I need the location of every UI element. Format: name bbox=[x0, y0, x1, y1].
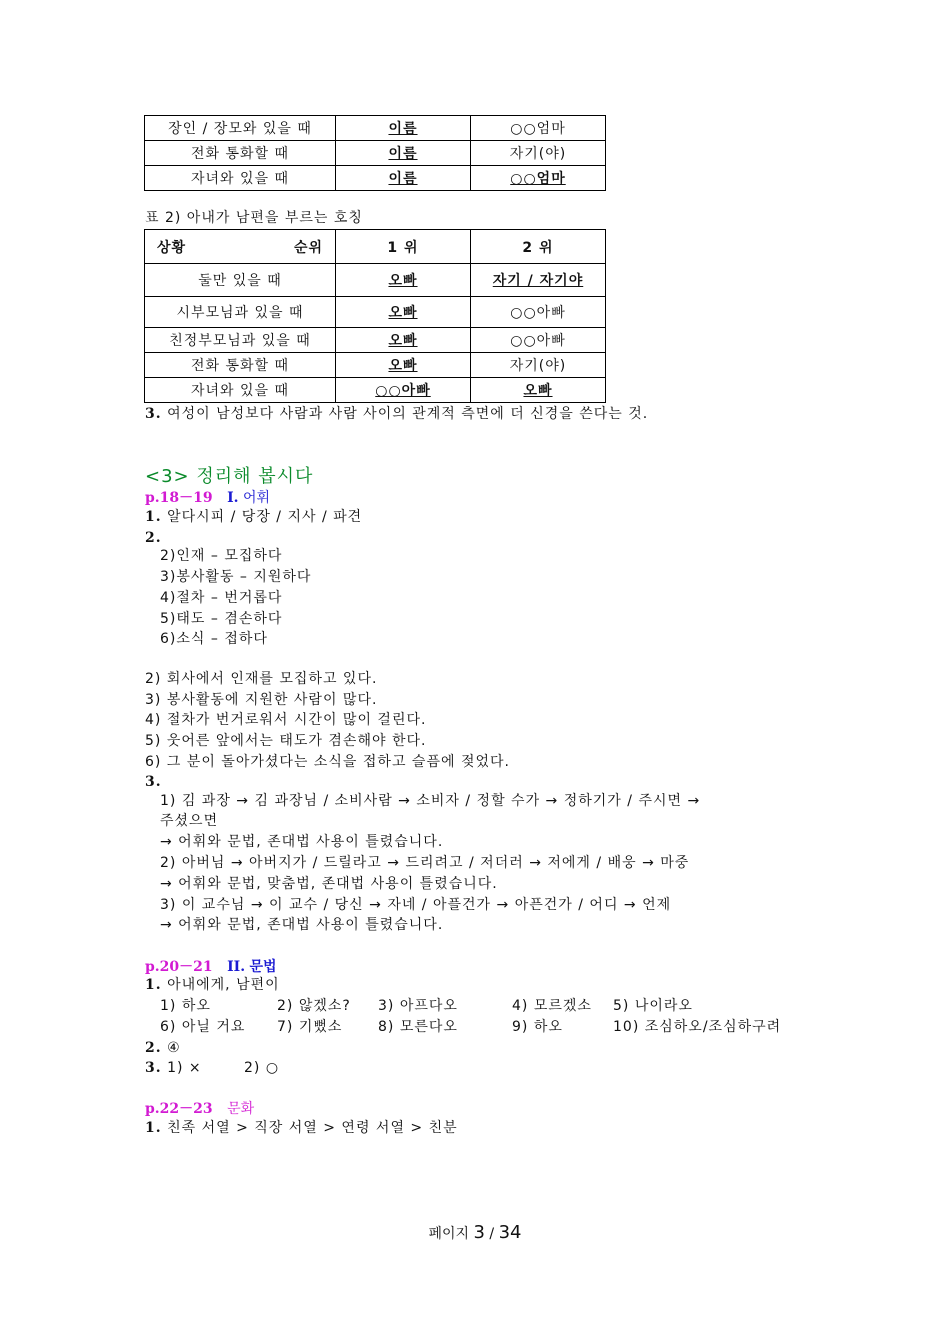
page-footer bbox=[0, 1222, 950, 1243]
header-second: 2 위 bbox=[471, 230, 606, 264]
culture-q1 bbox=[145, 1119, 458, 1137]
grammar-q1-number: 1. bbox=[145, 977, 162, 993]
vocab-q3-line: → 어휘와 문법, 존대법 사용이 틀렸습니다. bbox=[160, 917, 444, 933]
grammar-q3 bbox=[145, 1059, 202, 1077]
grammar-answer: 7) 기뻤소 bbox=[277, 1019, 343, 1035]
table-row bbox=[145, 353, 606, 378]
vocab-pair: 3)봉사활동 – 지원하다 bbox=[160, 569, 312, 585]
footer-current-page: 3 bbox=[473, 1222, 485, 1243]
table-row bbox=[145, 328, 606, 353]
table-cell: 전화 통화할 때 bbox=[145, 353, 336, 378]
vocab-q3-line: → 어휘와 문법, 존대법 사용이 틀렸습니다. bbox=[160, 834, 444, 850]
table-cell: 오빠 bbox=[336, 353, 471, 378]
table-cell: 이름 bbox=[336, 141, 471, 166]
grammar-roman: II. bbox=[227, 959, 246, 975]
table-cell: 자기 / 자기야 bbox=[471, 264, 606, 297]
grammar-answer: 3) 아프다오 bbox=[378, 998, 458, 1014]
table-cell: 오빠 bbox=[336, 264, 471, 297]
vocab-q3-line: 1) 김 과장 → 김 과장님 / 소비사람 → 소비자 / 정할 수가 → 정하기가 / 주시면 → bbox=[160, 793, 701, 809]
table-cell: ○○아빠 bbox=[471, 328, 606, 353]
vocab-q3 bbox=[145, 773, 162, 791]
grammar-answer: 9) 하오 bbox=[512, 1019, 563, 1035]
vocab-pair: 2)인재 – 모집하다 bbox=[160, 548, 283, 564]
header-situation-rank bbox=[145, 230, 336, 264]
culture-page-ref: p.22－23 bbox=[145, 1101, 213, 1117]
table-row bbox=[145, 378, 606, 403]
vocab-q3-line: 2) 아버님 → 아버지가 / 드릴라고 → 드리려고 / 저더러 → 저에게 / 배웅 → 마중 bbox=[160, 855, 690, 871]
vocab-q1-number: 1. bbox=[145, 509, 162, 525]
vocab-sentence: 3) 봉사활동에 지원한 사람이 많다. bbox=[145, 692, 378, 708]
grammar-answer: 8) 모른다오 bbox=[378, 1019, 458, 1035]
table-row bbox=[145, 297, 606, 328]
section-title: <3> 정리해 봅시다 bbox=[145, 466, 314, 487]
note-3-number: 3. bbox=[145, 406, 162, 422]
vocab-page-ref: p.18－19 bbox=[145, 490, 213, 506]
table-1 bbox=[144, 115, 606, 191]
vocab-q3-line: 3) 이 교수님 → 이 교수 / 당신 → 자네 / 아플건가 → 아픈건가 / 어디 → 언제 bbox=[160, 897, 672, 913]
note-3 bbox=[145, 405, 648, 423]
vocab-q3-number: 3. bbox=[145, 774, 162, 790]
table-cell: 장인 / 장모와 있을 때 bbox=[145, 116, 336, 141]
grammar-q3-number: 3. bbox=[145, 1060, 162, 1076]
header-first: 1 위 bbox=[336, 230, 471, 264]
table-row bbox=[145, 116, 606, 141]
grammar-answer: 2) 않겠소? bbox=[277, 998, 351, 1014]
grammar-title: 문법 bbox=[249, 959, 277, 975]
grammar-q1 bbox=[145, 976, 280, 994]
grammar-heading bbox=[145, 956, 277, 976]
table-cell: 이름 bbox=[336, 116, 471, 141]
table-cell: 시부모님과 있을 때 bbox=[145, 297, 336, 328]
grammar-answer: 1) 하오 bbox=[160, 998, 211, 1014]
grammar-q3-answer-1: 1) × bbox=[167, 1060, 202, 1076]
header-rank: 순위 bbox=[293, 239, 323, 256]
table-cell: 오빠 bbox=[336, 328, 471, 353]
footer-label: 페이지 bbox=[428, 1226, 470, 1242]
grammar-answer: 4) 모르겠소 bbox=[512, 998, 592, 1014]
grammar-answer: 5) 나이라오 bbox=[613, 998, 693, 1014]
vocab-pair: 4)절차 – 번거롭다 bbox=[160, 590, 283, 606]
table-2 bbox=[144, 229, 606, 403]
table-cell: ○○아빠 bbox=[336, 378, 471, 403]
grammar-q2-number: 2. bbox=[145, 1040, 162, 1056]
vocab-q3-line: 주셨으면 bbox=[160, 813, 219, 829]
table-cell: 친정부모님과 있을 때 bbox=[145, 328, 336, 353]
table-cell: ○○아빠 bbox=[471, 297, 606, 328]
table-cell: 자기(야) bbox=[471, 353, 606, 378]
table-cell: 이름 bbox=[336, 166, 471, 191]
vocab-title: 어휘 bbox=[242, 490, 271, 506]
vocab-roman: I. bbox=[227, 490, 239, 506]
table-cell: 자기(야) bbox=[471, 141, 606, 166]
table-row bbox=[145, 264, 606, 297]
table-cell: ○○엄마 bbox=[471, 166, 606, 191]
grammar-q2-answer: ④ bbox=[167, 1040, 181, 1056]
table-cell: 자녀와 있을 때 bbox=[145, 378, 336, 403]
vocab-pair: 6)소식 – 접하다 bbox=[160, 631, 268, 647]
table-cell: 오빠 bbox=[471, 378, 606, 403]
vocab-q2 bbox=[145, 529, 162, 547]
vocab-sentence: 5) 웃어른 앞에서는 태도가 겸손해야 한다. bbox=[145, 733, 427, 749]
vocab-sentence: 4) 절차가 번거로워서 시간이 많이 걸린다. bbox=[145, 712, 427, 728]
footer-total-pages: 34 bbox=[498, 1222, 522, 1243]
table-row bbox=[145, 166, 606, 191]
vocab-q2-number: 2. bbox=[145, 530, 162, 546]
table-2-caption: 표 2) 아내가 남편을 부르는 호칭 bbox=[145, 210, 363, 226]
vocab-sentence: 2) 회사에서 인재를 모집하고 있다. bbox=[145, 671, 378, 687]
culture-title: 문화 bbox=[227, 1101, 255, 1117]
grammar-q3-answer-2: 2) ○ bbox=[244, 1060, 280, 1076]
culture-q1-number: 1. bbox=[145, 1120, 162, 1136]
vocab-heading bbox=[145, 487, 270, 507]
grammar-answer: 6) 아닐 거요 bbox=[160, 1019, 246, 1035]
table-cell: 오빠 bbox=[336, 297, 471, 328]
table-header-row bbox=[145, 230, 606, 264]
table-row bbox=[145, 141, 606, 166]
table-cell: ○○엄마 bbox=[471, 116, 606, 141]
table-cell: 전화 통화할 때 bbox=[145, 141, 336, 166]
culture-heading bbox=[145, 1098, 254, 1118]
vocab-sentence: 6) 그 분이 돌아가셨다는 소식을 접하고 슬픔에 젖었다. bbox=[145, 754, 510, 770]
grammar-page-ref: p.20－21 bbox=[145, 959, 213, 975]
vocab-q1 bbox=[145, 508, 362, 526]
note-3-text: 여성이 남성보다 사람과 사람 사이의 관계적 측면에 더 신경을 쓴다는 것. bbox=[167, 406, 649, 422]
grammar-answer: 10) 조심하오/조심하구려 bbox=[613, 1019, 782, 1035]
table-cell: 둘만 있을 때 bbox=[145, 264, 336, 297]
grammar-q2 bbox=[145, 1039, 181, 1057]
culture-q1-text: 친족 서열 > 직장 서열 > 연령 서열 > 친분 bbox=[167, 1120, 458, 1136]
vocab-pair: 5)태도 – 겸손하다 bbox=[160, 611, 283, 627]
header-situation: 상황 bbox=[157, 239, 187, 256]
footer-separator: / bbox=[489, 1226, 495, 1242]
table-cell: 자녀와 있을 때 bbox=[145, 166, 336, 191]
grammar-q1-text: 아내에게, 남편이 bbox=[167, 977, 280, 993]
vocab-q1-text: 알다시피 / 당장 / 지사 / 파견 bbox=[167, 509, 363, 525]
vocab-q3-line: → 어휘와 문법, 맞춤법, 존대법 사용이 틀렸습니다. bbox=[160, 876, 498, 892]
